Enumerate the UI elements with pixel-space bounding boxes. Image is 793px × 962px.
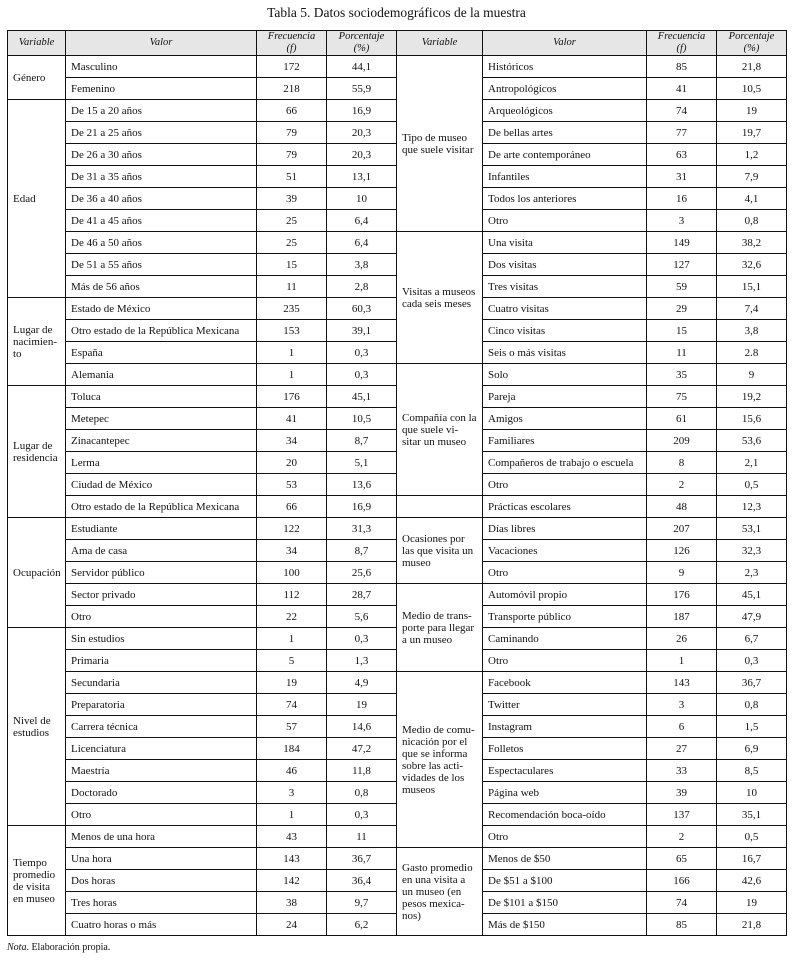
frecuencia-cell: 126 [647, 540, 717, 562]
table-row [8, 232, 787, 254]
valor-cell: Seis o más visitas [483, 342, 647, 364]
header-variable-right: Variable [397, 31, 483, 56]
porcentaje-cell: 36,4 [327, 870, 397, 892]
valor-cell: Transporte público [483, 606, 647, 628]
header-valor-right: Valor [483, 31, 647, 56]
porcentaje-cell: 19 [327, 694, 397, 716]
porcentaje-cell: 47,9 [717, 606, 787, 628]
frecuencia-cell: 34 [257, 430, 327, 452]
frecuencia-cell: 38 [257, 892, 327, 914]
frecuencia-cell: 2 [647, 474, 717, 496]
valor-cell: Preparatoria [66, 694, 257, 716]
valor-cell: Sin estudios [66, 628, 257, 650]
header-valor-left: Valor [66, 31, 257, 56]
frecuencia-cell: 63 [647, 144, 717, 166]
porcentaje-cell: 11 [327, 826, 397, 848]
porcentaje-cell: 0,5 [717, 826, 787, 848]
table-row [8, 848, 787, 870]
frecuencia-cell: 153 [257, 320, 327, 342]
header-frecuencia-right: Frecuencia (f) [647, 31, 717, 56]
porcentaje-cell: 53,6 [717, 430, 787, 452]
valor-cell: De $51 a $100 [483, 870, 647, 892]
frecuencia-cell: 48 [647, 496, 717, 518]
frecuencia-cell: 75 [647, 386, 717, 408]
porcentaje-cell: 19 [717, 100, 787, 122]
porcentaje-cell: 3,8 [327, 254, 397, 276]
porcentaje-cell: 11,8 [327, 760, 397, 782]
frecuencia-cell: 9 [647, 562, 717, 584]
porcentaje-cell: 16,7 [717, 848, 787, 870]
porcentaje-cell: 0,3 [327, 628, 397, 650]
porcentaje-cell: 21,8 [717, 914, 787, 936]
porcentaje-cell: 6,4 [327, 232, 397, 254]
porcentaje-cell: 13,6 [327, 474, 397, 496]
porcentaje-cell: 6,4 [327, 210, 397, 232]
frecuencia-cell: 5 [257, 650, 327, 672]
frecuencia-cell: 51 [257, 166, 327, 188]
porcentaje-cell: 1,2 [717, 144, 787, 166]
frecuencia-cell: 66 [257, 100, 327, 122]
porcentaje-cell: 47,2 [327, 738, 397, 760]
valor-cell: Otro estado de la República Mexicana [66, 320, 257, 342]
frecuencia-cell: 22 [257, 606, 327, 628]
frecuencia-cell: 74 [647, 892, 717, 914]
valor-cell: Pareja [483, 386, 647, 408]
variable-cell: Lugar de nacimien-to [8, 298, 66, 386]
frecuencia-cell: 209 [647, 430, 717, 452]
frecuencia-cell: 235 [257, 298, 327, 320]
porcentaje-cell: 6,9 [717, 738, 787, 760]
valor-cell: Infantiles [483, 166, 647, 188]
table-row [8, 56, 787, 78]
frecuencia-cell: 79 [257, 122, 327, 144]
table-row [8, 364, 787, 386]
valor-cell: Familiares [483, 430, 647, 452]
variable-cell: Visitas a museos cada seis meses [397, 232, 483, 364]
valor-cell: De 51 a 55 años [66, 254, 257, 276]
porcentaje-cell: 20,3 [327, 122, 397, 144]
valor-cell: Alemania [66, 364, 257, 386]
porcentaje-cell: 0,3 [327, 342, 397, 364]
porcentaje-cell: 10,5 [717, 78, 787, 100]
valor-cell: Otro [483, 210, 647, 232]
valor-cell: Otro [483, 562, 647, 584]
note-label: Nota [7, 942, 27, 953]
table-row [8, 672, 787, 694]
valor-cell: Vacaciones [483, 540, 647, 562]
valor-cell: Femenino [66, 78, 257, 100]
porcentaje-cell: 19,2 [717, 386, 787, 408]
table-row [8, 584, 787, 606]
variable-cell: Nivel de estudios [8, 628, 66, 826]
frecuencia-cell: 1 [647, 650, 717, 672]
valor-cell: Espectaculares [483, 760, 647, 782]
valor-cell: Página web [483, 782, 647, 804]
porcentaje-cell: 3,8 [717, 320, 787, 342]
porcentaje-cell: 38,2 [717, 232, 787, 254]
table-note [7, 942, 110, 953]
frecuencia-cell: 20 [257, 452, 327, 474]
valor-cell: Otro [66, 606, 257, 628]
porcentaje-cell: 4,1 [717, 188, 787, 210]
valor-cell: Más de $150 [483, 914, 647, 936]
valor-cell: Una hora [66, 848, 257, 870]
valor-cell: Cuatro visitas [483, 298, 647, 320]
frecuencia-cell: 39 [257, 188, 327, 210]
valor-cell: Licenciatura [66, 738, 257, 760]
frecuencia-cell: 79 [257, 144, 327, 166]
frecuencia-cell: 122 [257, 518, 327, 540]
header-variable-left: Variable [8, 31, 66, 56]
frecuencia-cell: 85 [647, 56, 717, 78]
table-title: Tabla 5. Datos sociodemográficos de la muestra [267, 5, 526, 20]
valor-cell: Masculino [66, 56, 257, 78]
valor-cell: De 41 a 45 años [66, 210, 257, 232]
note-text: . Elaboración propia. [26, 942, 111, 953]
valor-cell: Zinacantepec [66, 430, 257, 452]
valor-cell: De $101 a $150 [483, 892, 647, 914]
frecuencia-cell: 59 [647, 276, 717, 298]
valor-cell: Facebook [483, 672, 647, 694]
valor-cell: De arte contemporáneo [483, 144, 647, 166]
porcentaje-cell: 13,1 [327, 166, 397, 188]
frecuencia-cell: 66 [257, 496, 327, 518]
frecuencia-cell: 1 [257, 364, 327, 386]
valor-cell: Todos los anteriores [483, 188, 647, 210]
frecuencia-cell: 41 [257, 408, 327, 430]
valor-cell: Prácticas escolares [483, 496, 647, 518]
valor-cell: De 36 a 40 años [66, 188, 257, 210]
valor-cell: Amigos [483, 408, 647, 430]
porcentaje-cell: 16,9 [327, 496, 397, 518]
frecuencia-cell: 1 [257, 804, 327, 826]
valor-cell: Ama de casa [66, 540, 257, 562]
valor-cell: De 31 a 35 años [66, 166, 257, 188]
valor-cell: Toluca [66, 386, 257, 408]
valor-cell: Automóvil propio [483, 584, 647, 606]
frecuencia-cell: 29 [647, 298, 717, 320]
frecuencia-cell: 57 [257, 716, 327, 738]
porcentaje-cell: 0,3 [327, 364, 397, 386]
valor-cell: Folletos [483, 738, 647, 760]
variable-cell: Lugar de residencia [8, 386, 66, 518]
valor-cell: De 26 a 30 años [66, 144, 257, 166]
frecuencia-cell: 53 [257, 474, 327, 496]
porcentaje-cell: 20,3 [327, 144, 397, 166]
porcentaje-cell: 39,1 [327, 320, 397, 342]
frecuencia-cell: 85 [647, 914, 717, 936]
porcentaje-cell: 19,7 [717, 122, 787, 144]
variable-cell: Edad [8, 100, 66, 298]
porcentaje-cell: 32,6 [717, 254, 787, 276]
porcentaje-cell: 1,3 [327, 650, 397, 672]
header-porcentaje-right: Porcentaje (%) [717, 31, 787, 56]
variable-cell: Ocupación [8, 518, 66, 628]
porcentaje-cell: 6,7 [717, 628, 787, 650]
frecuencia-cell: 218 [257, 78, 327, 100]
frecuencia-cell: 77 [647, 122, 717, 144]
porcentaje-cell: 0,5 [717, 474, 787, 496]
valor-cell: Otro estado de la República Mexicana [66, 496, 257, 518]
valor-cell: Secundaria [66, 672, 257, 694]
frecuencia-cell: 187 [647, 606, 717, 628]
frecuencia-cell: 15 [257, 254, 327, 276]
valor-cell: Servidor público [66, 562, 257, 584]
frecuencia-cell: 143 [257, 848, 327, 870]
frecuencia-cell: 74 [647, 100, 717, 122]
frecuencia-cell: 16 [647, 188, 717, 210]
frecuencia-cell: 1 [257, 628, 327, 650]
valor-cell: Recomendación boca-oído [483, 804, 647, 826]
frecuencia-cell: 166 [647, 870, 717, 892]
sociodemographic-table [7, 30, 787, 936]
porcentaje-cell: 9 [717, 364, 787, 386]
porcentaje-cell: 15,1 [717, 276, 787, 298]
porcentaje-cell: 0,8 [327, 782, 397, 804]
frecuencia-cell: 26 [647, 628, 717, 650]
valor-cell: Metepec [66, 408, 257, 430]
frecuencia-cell: 25 [257, 210, 327, 232]
valor-cell: De bellas artes [483, 122, 647, 144]
porcentaje-cell: 0,8 [717, 694, 787, 716]
porcentaje-cell: 5,6 [327, 606, 397, 628]
frecuencia-cell: 65 [647, 848, 717, 870]
valor-cell: De 15 a 20 años [66, 100, 257, 122]
variable-cell: Medio de comu-nicación por el que se informa sobre las acti-vidades de los museos [397, 672, 483, 848]
frecuencia-cell: 46 [257, 760, 327, 782]
frecuencia-cell: 8 [647, 452, 717, 474]
valor-cell: Maestría [66, 760, 257, 782]
frecuencia-cell: 19 [257, 672, 327, 694]
porcentaje-cell: 60,3 [327, 298, 397, 320]
valor-cell: España [66, 342, 257, 364]
porcentaje-cell: 53,1 [717, 518, 787, 540]
porcentaje-cell: 2,3 [717, 562, 787, 584]
porcentaje-cell: 2,8 [327, 276, 397, 298]
porcentaje-cell: 14,6 [327, 716, 397, 738]
frecuencia-cell: 207 [647, 518, 717, 540]
valor-cell: Sector privado [66, 584, 257, 606]
porcentaje-cell: 9,7 [327, 892, 397, 914]
porcentaje-cell: 36,7 [327, 848, 397, 870]
frecuencia-cell: 31 [647, 166, 717, 188]
frecuencia-cell: 41 [647, 78, 717, 100]
porcentaje-cell: 2,1 [717, 452, 787, 474]
valor-cell: Días libres [483, 518, 647, 540]
porcentaje-cell: 42,6 [717, 870, 787, 892]
header-row [8, 31, 787, 56]
frecuencia-cell: 34 [257, 540, 327, 562]
valor-cell: Otro [483, 474, 647, 496]
valor-cell: Twitter [483, 694, 647, 716]
table-body [8, 56, 787, 936]
frecuencia-cell: 3 [647, 694, 717, 716]
variable-cell: Tipo de museo que suele visitar [397, 56, 483, 232]
frecuencia-cell: 39 [647, 782, 717, 804]
valor-cell: Estudiante [66, 518, 257, 540]
valor-cell: Compañeros de trabajo o escuela [483, 452, 647, 474]
porcentaje-cell: 12,3 [717, 496, 787, 518]
porcentaje-cell: 1,5 [717, 716, 787, 738]
frecuencia-cell: 184 [257, 738, 327, 760]
frecuencia-cell: 15 [647, 320, 717, 342]
frecuencia-cell: 100 [257, 562, 327, 584]
porcentaje-cell: 8,5 [717, 760, 787, 782]
porcentaje-cell: 21,8 [717, 56, 787, 78]
table-row [8, 518, 787, 540]
porcentaje-cell: 45,1 [717, 584, 787, 606]
valor-cell: Solo [483, 364, 647, 386]
frecuencia-cell: 6 [647, 716, 717, 738]
porcentaje-cell: 0,8 [717, 210, 787, 232]
valor-cell: Otro [483, 650, 647, 672]
frecuencia-cell: 33 [647, 760, 717, 782]
frecuencia-cell: 172 [257, 56, 327, 78]
porcentaje-cell: 16,9 [327, 100, 397, 122]
porcentaje-cell: 45,1 [327, 386, 397, 408]
valor-cell: Doctorado [66, 782, 257, 804]
table-row [8, 496, 787, 518]
porcentaje-cell: 7,4 [717, 298, 787, 320]
porcentaje-cell: 35,1 [717, 804, 787, 826]
porcentaje-cell: 10 [327, 188, 397, 210]
frecuencia-cell: 3 [257, 782, 327, 804]
frecuencia-cell: 11 [257, 276, 327, 298]
porcentaje-cell: 10 [717, 782, 787, 804]
variable-cell: Género [8, 56, 66, 100]
valor-cell: De 21 a 25 años [66, 122, 257, 144]
valor-cell: Más de 56 años [66, 276, 257, 298]
valor-cell: Tres horas [66, 892, 257, 914]
frecuencia-cell: 127 [647, 254, 717, 276]
porcentaje-cell: 44,1 [327, 56, 397, 78]
valor-cell: Antropológicos [483, 78, 647, 100]
porcentaje-cell: 8,7 [327, 540, 397, 562]
frecuencia-cell: 176 [257, 386, 327, 408]
variable-cell: Gasto promedio en una visita a un museo (en pesos mexica-nos) [397, 848, 483, 936]
porcentaje-cell: 0,3 [717, 650, 787, 672]
porcentaje-cell: 32,3 [717, 540, 787, 562]
valor-cell: Estado de México [66, 298, 257, 320]
frecuencia-cell: 143 [647, 672, 717, 694]
valor-cell: Arqueológicos [483, 100, 647, 122]
valor-cell: Caminando [483, 628, 647, 650]
frecuencia-cell: 1 [257, 342, 327, 364]
variable-cell: Tiempo promedio de visita en museo [8, 826, 66, 936]
valor-cell: Lerma [66, 452, 257, 474]
valor-cell: Primaria [66, 650, 257, 672]
valor-cell: Tres visitas [483, 276, 647, 298]
valor-cell: Instagram [483, 716, 647, 738]
valor-cell: Otro [66, 804, 257, 826]
valor-cell: Una visita [483, 232, 647, 254]
valor-cell: Dos visitas [483, 254, 647, 276]
porcentaje-cell: 0,3 [327, 804, 397, 826]
porcentaje-cell: 28,7 [327, 584, 397, 606]
variable-cell: Ocasiones por las que visita un museo [397, 518, 483, 584]
porcentaje-cell: 7,9 [717, 166, 787, 188]
frecuencia-cell: 25 [257, 232, 327, 254]
porcentaje-cell: 8,7 [327, 430, 397, 452]
variable-cell [397, 496, 483, 518]
frecuencia-cell: 35 [647, 364, 717, 386]
frecuencia-cell: 74 [257, 694, 327, 716]
porcentaje-cell: 15,6 [717, 408, 787, 430]
frecuencia-cell: 2 [647, 826, 717, 848]
valor-cell: Históricos [483, 56, 647, 78]
porcentaje-cell: 10,5 [327, 408, 397, 430]
porcentaje-cell: 6,2 [327, 914, 397, 936]
valor-cell: Cinco visitas [483, 320, 647, 342]
porcentaje-cell: 5,1 [327, 452, 397, 474]
frecuencia-cell: 142 [257, 870, 327, 892]
valor-cell: De 46 a 50 años [66, 232, 257, 254]
frecuencia-cell: 27 [647, 738, 717, 760]
variable-cell: Compañía con la que suele vi-sitar un museo [397, 364, 483, 496]
porcentaje-cell: 25,6 [327, 562, 397, 584]
frecuencia-cell: 112 [257, 584, 327, 606]
porcentaje-cell: 31,3 [327, 518, 397, 540]
frecuencia-cell: 137 [647, 804, 717, 826]
valor-cell: Cuatro horas o más [66, 914, 257, 936]
frecuencia-cell: 176 [647, 584, 717, 606]
valor-cell: Carrera técnica [66, 716, 257, 738]
header-porcentaje-left: Porcentaje (%) [327, 31, 397, 56]
porcentaje-cell: 2.8 [717, 342, 787, 364]
porcentaje-cell: 36,7 [717, 672, 787, 694]
variable-cell: Medio de trans-porte para llegar a un museo [397, 584, 483, 672]
frecuencia-cell: 3 [647, 210, 717, 232]
frecuencia-cell: 61 [647, 408, 717, 430]
header-frecuencia-left: Frecuencia (f) [257, 31, 327, 56]
valor-cell: Otro [483, 826, 647, 848]
valor-cell: Menos de una hora [66, 826, 257, 848]
frecuencia-cell: 24 [257, 914, 327, 936]
frecuencia-cell: 11 [647, 342, 717, 364]
frecuencia-cell: 43 [257, 826, 327, 848]
porcentaje-cell: 4,9 [327, 672, 397, 694]
porcentaje-cell: 19 [717, 892, 787, 914]
valor-cell: Dos horas [66, 870, 257, 892]
valor-cell: Ciudad de México [66, 474, 257, 496]
frecuencia-cell: 149 [647, 232, 717, 254]
porcentaje-cell: 55,9 [327, 78, 397, 100]
valor-cell: Menos de $50 [483, 848, 647, 870]
